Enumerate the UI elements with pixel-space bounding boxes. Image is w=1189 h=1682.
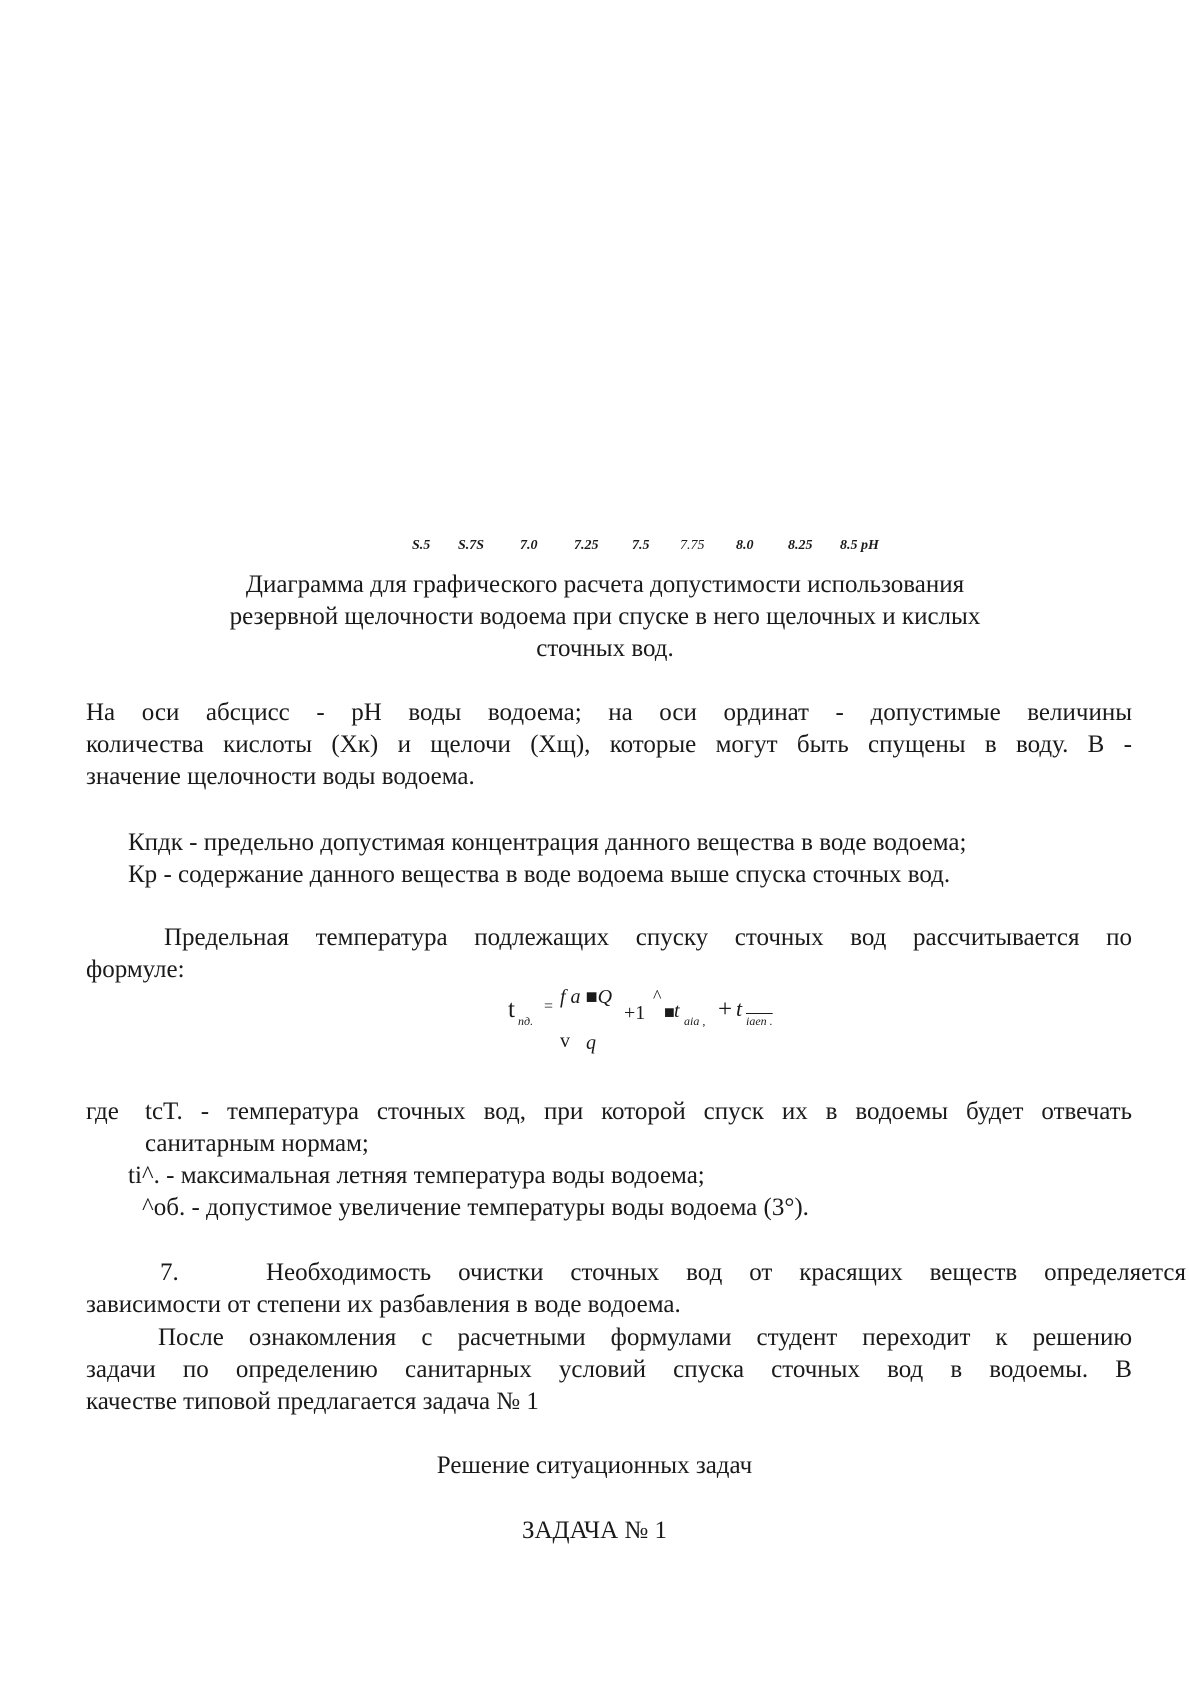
formula-t-water: t [674,1000,680,1022]
formula-caret: ^ [653,986,662,1006]
where-text: - допустимое увеличение температуры воды водоема (3°). [191,1194,809,1221]
where-term: ti^. [128,1162,160,1189]
diagram-caption [150,569,1060,665]
diagram-x-axis-ticks [0,538,1189,558]
section-title: Решение ситуационных задач [436,1452,753,1479]
where-item-tct [145,1096,1132,1160]
tick-label: 7.0 [520,538,538,553]
definition-kpdk [128,827,966,859]
tick-label: 8.25 [788,538,813,553]
where-item-ti [128,1160,705,1192]
formula-denominator-v: v [560,1030,570,1052]
paragraph-line: количества кислоты (Хк) и щелочи (Хщ), которые могут быть спущены в воду. В - [86,731,1132,758]
tick-label: 7.25 [574,538,599,553]
definition-text: - предельно допустимая концентрация данного вещества в воде водоема; [189,829,967,856]
definition-term: Кр [128,861,158,888]
paragraph-line: Необходимость очистки сточных вод от красящих веществ определяется [266,1259,1186,1286]
tick-label: S.5 [412,538,431,553]
where-term: tcT. [145,1098,183,1125]
where-line [145,1096,1132,1128]
formula-t-water-subscript: aia , [684,1014,706,1028]
where-continuation: санитарным нормам; [145,1130,369,1157]
definition-term: Кпдк [128,829,183,856]
formula-denominator-q: q [586,1032,596,1054]
axis-description-paragraph [86,697,1132,793]
task-title: ЗАДАЧА № 1 [521,1517,668,1544]
formula-plus: + [718,996,733,1023]
temperature-formula [500,986,800,1060]
paragraph-line: Предельная температура подлежащих спуску сточных вод рассчитывается по [164,924,1132,951]
solution-intro-paragraph [86,1322,1132,1418]
item7-first-line [266,1257,1186,1289]
formula-equals: = [544,998,554,1015]
paragraph-line: задачи по определению санитарных условий спуска сточных вод в водоемы. В [86,1356,1132,1383]
where-item-tob [142,1192,809,1224]
item-number: 7. [160,1259,179,1286]
formula-numerator: f a ■Q [560,986,613,1008]
formula-t-allowed-subscript: iaen . [746,1014,773,1028]
where-text: - максимальная летняя температура воды водоема; [166,1162,705,1189]
formula-box: ■ [664,1002,675,1022]
formula-lhs: t [508,996,515,1023]
formula-lhs-subscript: пд. [518,1014,534,1028]
paragraph-line: формуле: [86,956,185,983]
caption-line: Диаграмма для графического расчета допустимости использования [245,571,965,598]
tick-label: 8.0 [736,538,754,553]
caption-line: сточных вод. [536,635,674,662]
tick-label: 7.75 [680,538,705,553]
where-term: ^об. [142,1194,186,1221]
paragraph-line: качестве типовой предлагается задача № 1 [86,1388,539,1415]
caption-line: резервной щелочности водоема при спуске в него щелочных и кислых [229,603,981,630]
tick-label: S.7S [458,538,485,553]
tick-label: 8.5 pH [840,538,879,553]
paragraph-line: После ознакомления с расчетными формулами студент переходит к решению [158,1324,1132,1351]
where-intro: где [86,1098,119,1125]
paragraph-line: На оси абсцисс - pH воды водоема; на оси ординат - допустимые величины [86,699,1132,726]
tick-label: 7.5 [632,538,650,553]
item7-last-line: зависимости от степени их разбавления в воде водоема. [86,1291,681,1318]
where-text: - температура сточных вод, при которой спуск их в водоемы будет отвечать [200,1098,1133,1125]
definition-kr [128,859,950,891]
definition-text: - содержание данного вещества в воде водоема выше спуска сточных вод. [163,861,951,888]
temperature-paragraph [86,922,1132,986]
formula-plus-one: +1 [624,1002,646,1024]
formula-t-allowed: t [736,996,743,1021]
paragraph-line: значение щелочности воды водоема. [86,763,475,790]
